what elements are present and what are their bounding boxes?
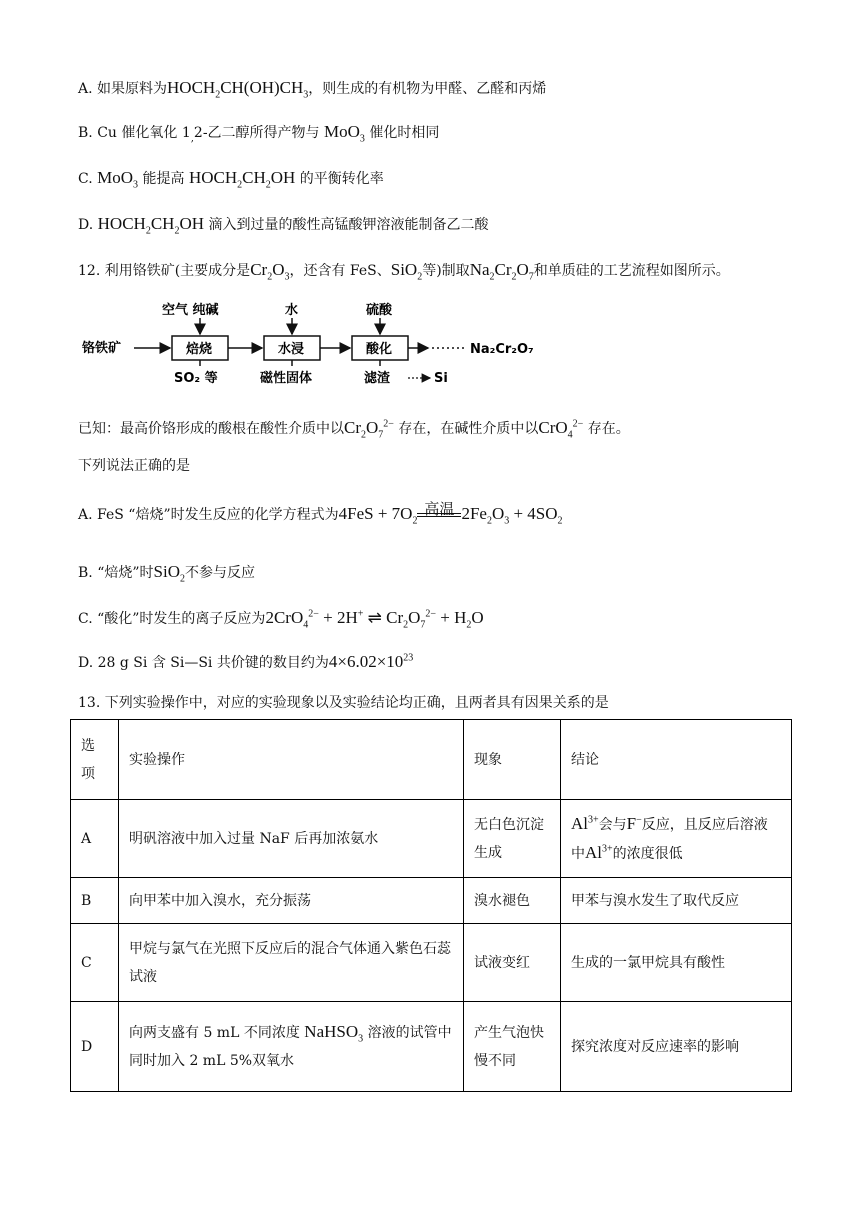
q12-option-d: D. 28 g Si 含 Si—Si 共价键的数目约为$4\times 6.02\times 10^{23}$	[78, 652, 414, 671]
flow-output-so2: SO₂ 等	[174, 371, 218, 386]
q12-option-b: B. “焙烧”时SiO$_2$不参与反应	[78, 562, 255, 585]
q12-known: 已知：最高价铬形成的酸根在酸性介质中以$Cr_2O_7^{2-}$ 存在，在碱性介质中以CrO$_4^{2-}$ 存在。	[78, 418, 630, 441]
flow-output-residue: 滤渣	[364, 371, 391, 386]
flow-input-air-soda: 空气 纯碱	[162, 303, 219, 318]
flow-output-si: Si	[434, 371, 448, 386]
table-row: C 甲烷与氯气在光照下反应后的混合气体通入紫色石蕊试液 试液变红 生成的一氯甲烷具有酸性	[71, 924, 792, 1002]
q11-option-c: C. MoO$_3$ 能提高 $HOCH_2CH_2OH$ 的平衡转化率	[78, 168, 384, 191]
flow-ore-label: 铬铁矿	[82, 341, 122, 356]
experiment-table	[70, 719, 792, 1092]
q12-ask: 下列说法正确的是	[78, 458, 190, 474]
flow-box-leach-label: 水浸	[278, 342, 305, 357]
flow-product: Na₂Cr₂O₇	[470, 342, 534, 357]
table-row: A 明矾溶液中加入过量 NaF 后再加浓氨水 无白色沉淀生成 $Al^{3+}$会与F−反应，且反应后溶液 中$Al^{3+}$的浓度很低	[71, 800, 792, 878]
process-flow-diagram	[82, 300, 562, 386]
q12-option-c: C. “酸化”时发生的离子反应为2CrO$_4^{2-}$ + 2H+ ⇌ $Cr_2O_7^{2-} + H_2O$	[78, 608, 484, 631]
table-row: D 向两支盛有 5 mL 不同浓度 NaHSO$_3$ 溶液的试管中同时加入 2 mL 5%双氧水 产生气泡快慢不同 探究浓度对反应速率的影响	[71, 1002, 792, 1092]
formula: $HOCH_2CH(OH)CH_3$	[167, 78, 309, 101]
q13-stem: 13. 下列实验操作中，对应的实验现象以及实验结论均正确，且两者具有因果关系的是	[78, 695, 609, 711]
q11-option-a: A. 如果原料为$HOCH_2CH(OH)CH_3$，则生成的有机物为甲醛、乙醛和丙烯	[78, 78, 547, 101]
flow-input-acid: 硫酸	[366, 303, 393, 318]
table-header-row: 选 项 实验操作 现象 结论	[71, 720, 792, 800]
flow-input-water: 水	[285, 303, 299, 318]
flow-box-acidify-label: 酸化	[366, 342, 393, 357]
q11-option-b: B. Cu 催化氧化 $1_,2-$乙二醇所得产物与 MoO$_3$ 催化时相同	[78, 122, 440, 145]
q11-option-d: D. $HOCH_2CH_2OH$ 滴入到过量的酸性高锰酸钾溶液能制备乙二酸	[78, 214, 489, 237]
flow-output-magnetic: 磁性固体	[260, 371, 313, 386]
q12-option-a: A. FeS “焙烧”时发生反应的化学方程式为$4FeS + 7O_2$ 高温 $2Fe_2O_3 + 4SO_2$	[78, 500, 563, 527]
flow-box-roast-label: 焙烧	[186, 342, 213, 357]
q12-stem: 12. 利用铬铁矿(主要成分是$Cr_2O_3$，还含有 FeS、SiO$_2$等)制取$Na_2Cr_2O_7$和单质硅的工艺流程如图所示。	[78, 260, 730, 283]
table-row: B 向甲苯中加入溴水，充分振荡 溴水褪色 甲苯与溴水发生了取代反应	[71, 878, 792, 924]
